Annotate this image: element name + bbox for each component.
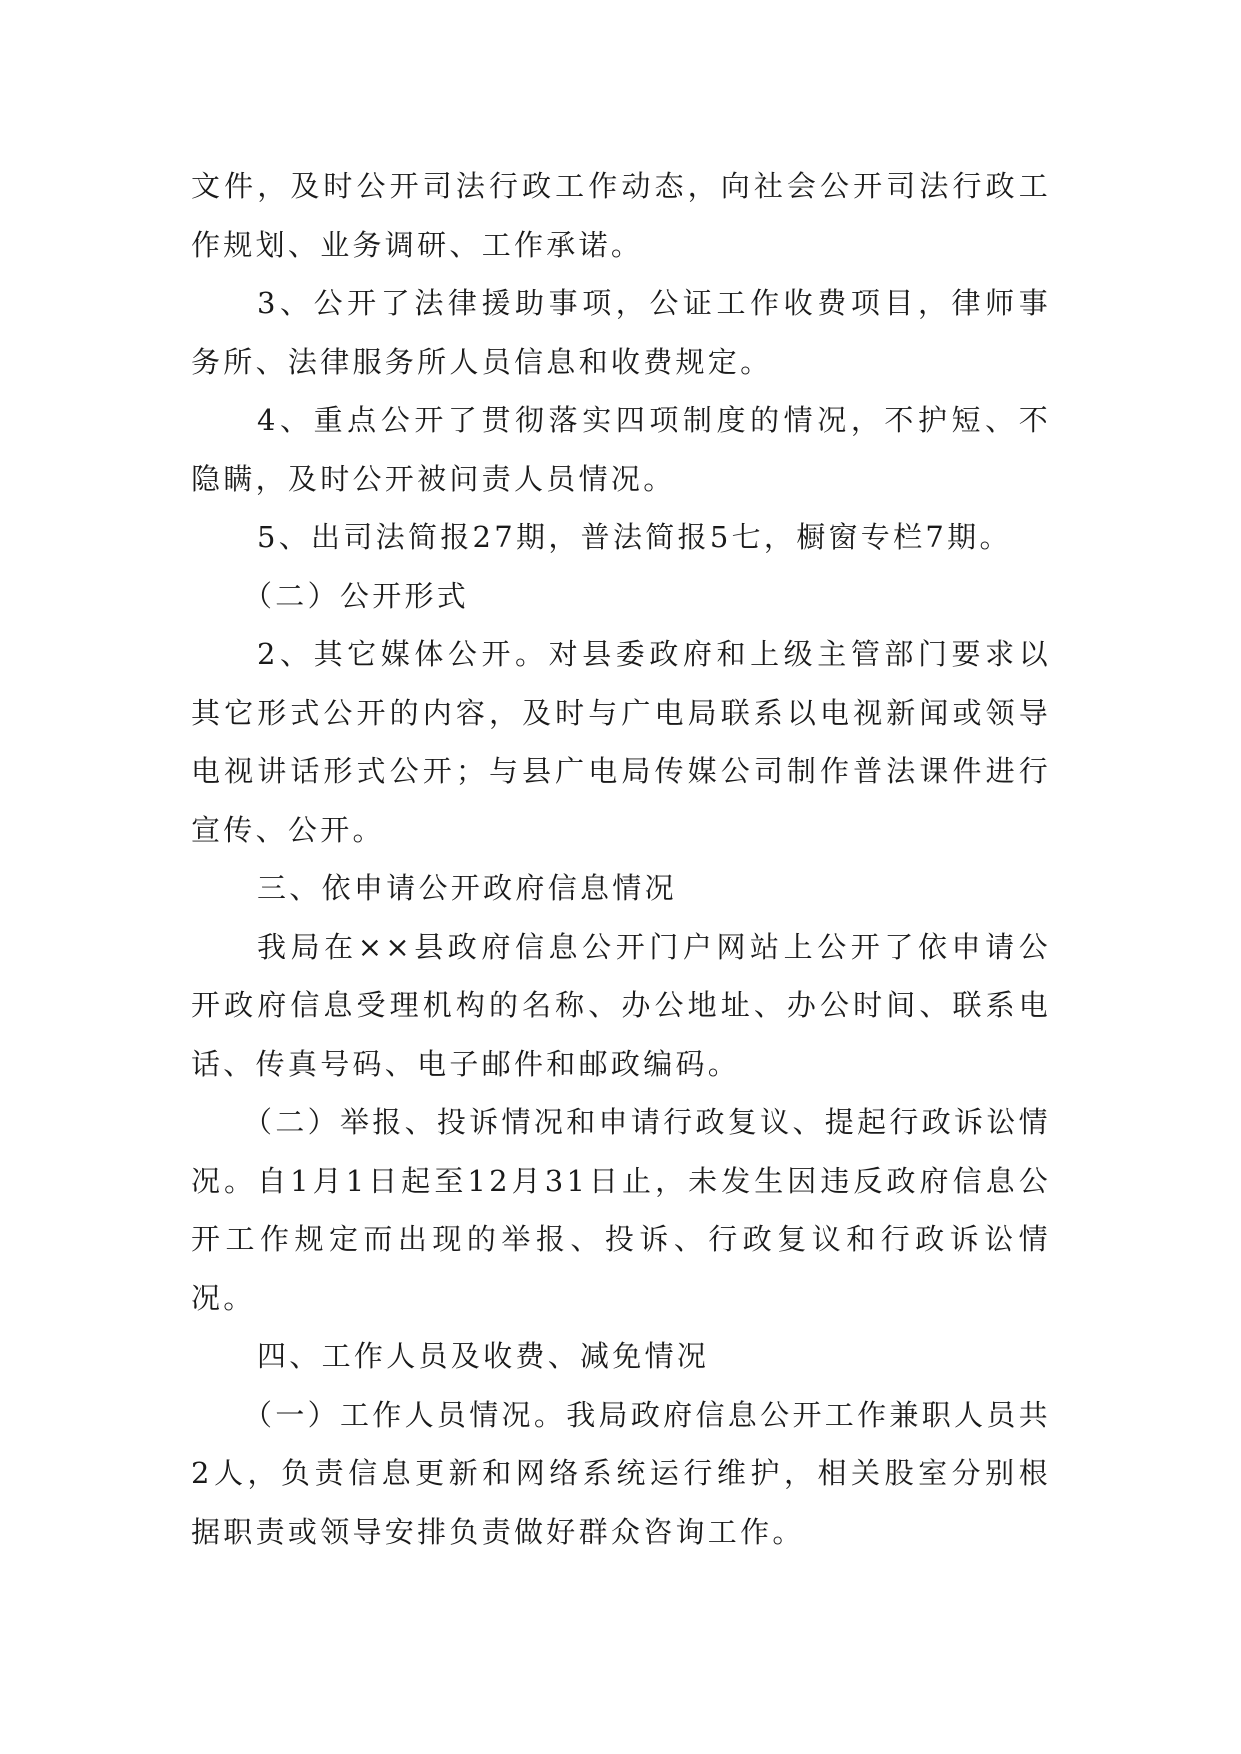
paragraph-3: 4、重点公开了贯彻落实四项制度的情况，不护短、不隐瞒，及时公开被问责人员情况。 <box>191 403 1051 496</box>
paragraph-2: 3、公开了法律援助事项，公证工作收费项目，律师事务所、法律服务所人员信息和收费规定。 <box>191 286 1051 379</box>
section-heading-3: 三、依申请公开政府信息情况 <box>257 871 677 905</box>
document-body <box>191 157 1051 1561</box>
paragraph-4: 5、出司法简报27期，普法简报5七，橱窗专栏7期。 <box>257 520 1012 554</box>
section-heading-4: 四、工作人员及收费、减免情况 <box>257 1339 710 1373</box>
paragraph-8: 我局在××县政府信息公开门户网站上公开了依申请公开政府信息受理机构的名称、办公地址、办公时间、联系电话、传真号码、电子邮件和邮政编码。 <box>191 929 1051 1081</box>
paragraph-6: 2、其它媒体公开。对县委政府和上级主管部门要求以其它形式公开的内容，及时与广电局联系以电视新闻或领导电视讲话形式公开；与县广电局传媒公司制作普法课件进行宣传、公开。 <box>191 637 1051 847</box>
section-heading-form: （二）公开形式 <box>243 578 470 613</box>
paragraph-11: （一）工作人员情况。我局政府信息公开工作兼职人员共2人，负责信息更新和网络系统运行维护，相关股室分别根据职责或领导安排负责做好群众咨询工作。 <box>191 1397 1051 1549</box>
paragraph-9: （二）举报、投诉情况和申请行政复议、提起行政诉讼情况。自1月1日起至12月31日止，未发生因违反政府信息公开工作规定而出现的举报、投诉、行政复议和行政诉讼情况。 <box>191 1105 1051 1315</box>
paragraph-1: 文件，及时公开司法行政工作动态，向社会公开司法行政工作规划、业务调研、工作承诺。 <box>191 169 1051 262</box>
